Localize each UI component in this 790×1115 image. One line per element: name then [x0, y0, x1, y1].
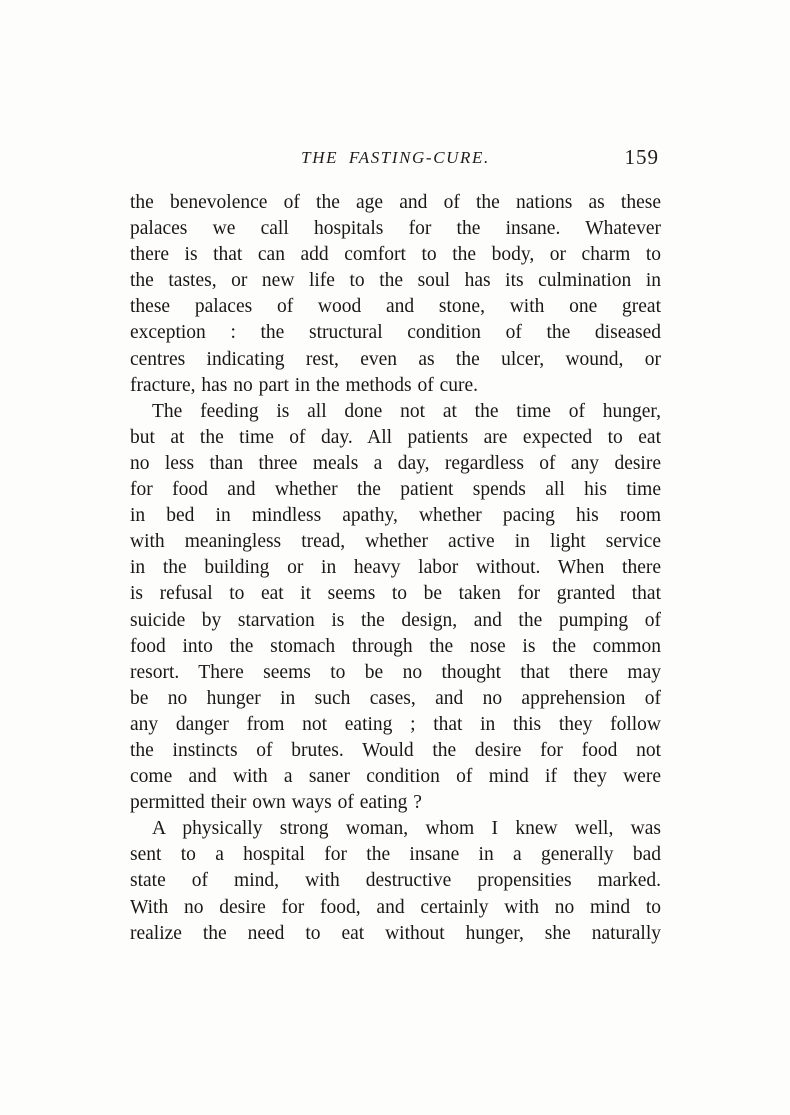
text-line: in the building or in heavy labor without. When there: [130, 557, 661, 579]
text-line: The feeding is all done not at the time of hunger,: [152, 400, 661, 422]
running-head: [130, 145, 661, 172]
text-line: be no hunger in such cases, and no apprehension of: [130, 687, 661, 709]
text-line: centres indicating rest, even as the ulcer, wound, or: [130, 348, 661, 370]
text-line: no less than three meals a day, regardless of any desire: [130, 452, 661, 474]
text-line: in bed in mindless apathy, whether pacing his room: [130, 505, 661, 527]
text-line: resort. There seems to be no thought that there may: [130, 661, 661, 683]
text-line: state of mind, with destructive propensities marked.: [130, 870, 661, 892]
page-title: THE FASTING-CURE.: [301, 148, 490, 167]
text-line: palaces we call hospitals for the insane. Whatever: [130, 218, 661, 240]
text-line: but at the time of day. All patients are expected to eat: [130, 426, 661, 448]
text-line: any danger from not eating ; that in this they follow: [130, 713, 661, 735]
text-line: these palaces of wood and stone, with one great: [130, 296, 661, 318]
text-line: food into the stomach through the nose is the common: [130, 635, 661, 657]
text-line: for food and whether the patient spends all his time: [130, 479, 661, 501]
text-line: with meaningless tread, whether active in light service: [130, 531, 661, 553]
text-line: the tastes, or new life to the soul has its culmination in: [130, 270, 661, 292]
text-line: the benevolence of the age and of the nations as these: [130, 192, 661, 213]
text-line: come and with a saner condition of mind if they were: [130, 766, 661, 788]
text-line: there is that can add comfort to the body, or charm to: [130, 244, 661, 266]
text-line: sent to a hospital for the insane in a generally bad: [130, 844, 661, 866]
text-line: permitted their own ways of eating ?: [130, 792, 422, 814]
text-line: fracture, has no part in the methods of cure.: [130, 374, 479, 396]
body-text: [130, 190, 661, 947]
text-line: exception : the structural condition of the diseased: [130, 322, 661, 344]
text-line: With no desire for food, and certainly with no mind to: [130, 896, 661, 918]
page-number: 159: [624, 145, 659, 169]
text-line: is refusal to eat it seems to be taken for granted that: [130, 583, 661, 605]
text-line: the instincts of brutes. Would the desire for food not: [130, 739, 661, 761]
text-line: suicide by starvation is the design, and the pumping of: [130, 609, 661, 631]
text-line: realize the need to eat without hunger, she naturally: [130, 922, 661, 944]
text-line: A physically strong woman, whom I knew well, was: [152, 818, 661, 840]
